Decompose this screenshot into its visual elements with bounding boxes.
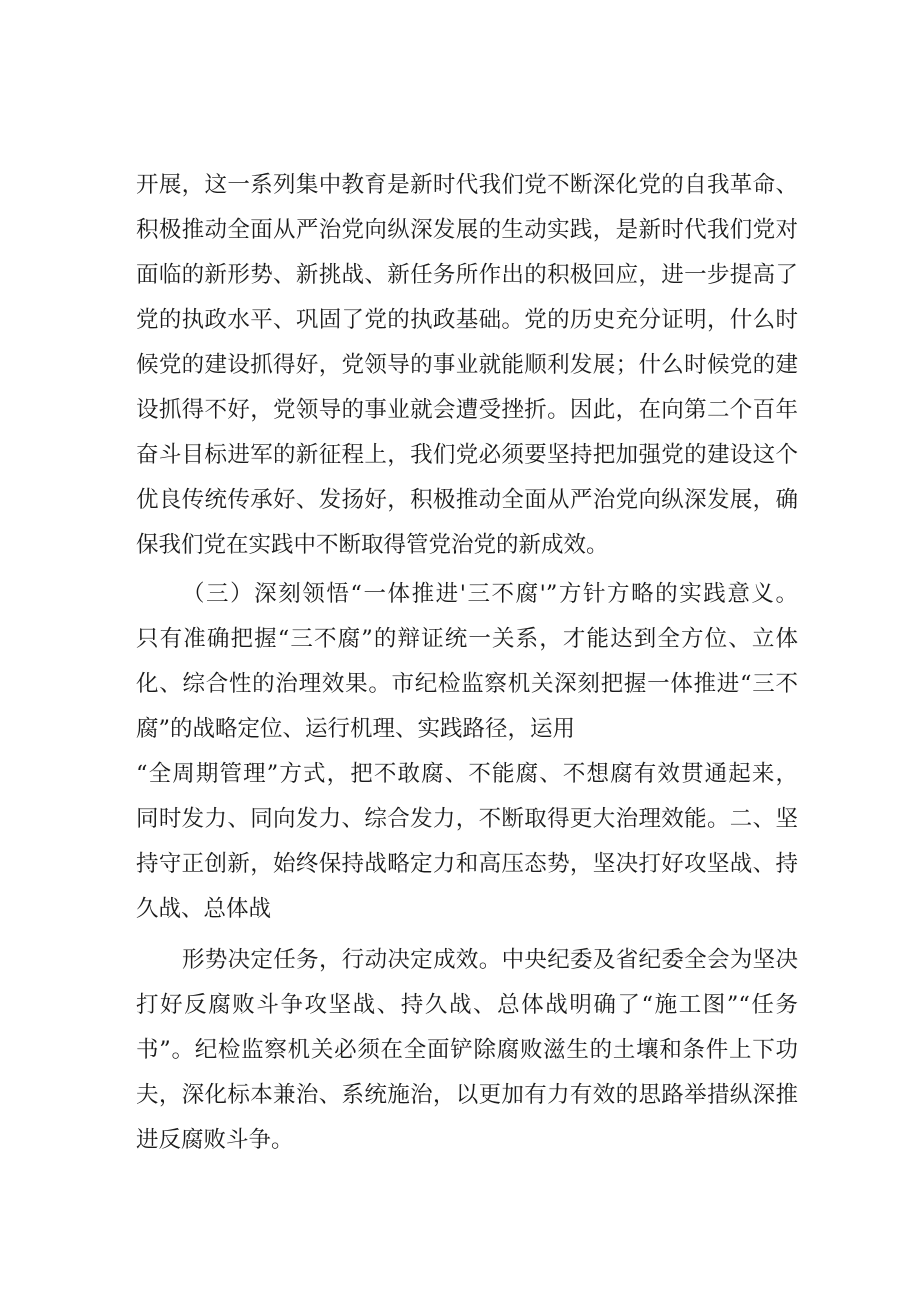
- text-line: 设抓得不好，党领导的事业就会遭受挫折。因此，在向第二个百年: [136, 397, 798, 423]
- text-line: 同时发力、同向发力、综合发力，不断取得更大治理效能。二、坚: [136, 806, 798, 832]
- text-line: 候党的建设抓得好，党领导的事业就能顺利发展；什么时候党的建: [136, 352, 798, 378]
- text-line: 只有准确把握“三不腐”的辩证统一关系，才能达到全方位、立体: [136, 626, 798, 652]
- text-line: 持守正创新，始终保持战略定力和高压态势，坚决打好攻坚战、持: [136, 851, 798, 877]
- text-line: 保我们党在实践中不断取得管党治党的新成效。: [136, 532, 609, 558]
- text-line: 党的执政水平、巩固了党的执政基础。党的历史充分证明，什么时: [136, 307, 798, 333]
- section-heading: （三）深刻领悟“一体推进'三不腐'”方针方略的实践意义。: [182, 581, 798, 607]
- text-line: 形势决定任务，行动决定成效。中央纪委及省纪委全会为坚决: [182, 947, 798, 973]
- text-line: 进反腐败斗争。: [136, 1127, 294, 1153]
- text-line: 开展，这一系列集中教育是新时代我们党不断深化党的自我革命、: [136, 172, 798, 198]
- text-line: “全周期管理”方式，把不敢腐、不能腐、不想腐有效贯通起来，: [136, 761, 798, 787]
- text-line: 优良传统传承好、发扬好，积极推动全面从严治党向纵深发展，确: [136, 487, 798, 513]
- text-line: 化、综合性的治理效果。市纪检监察机关深刻把握一体推进“三不: [136, 671, 798, 697]
- text-line: 夫，深化标本兼治、系统施治，以更加有力有效的思路举措纵深推: [136, 1082, 798, 1108]
- text-line: 面临的新形势、新挑战、新任务所作出的积极回应，进一步提高了: [136, 262, 798, 288]
- text-line: 腐”的战略定位、运行机理、实践路径，运用: [136, 716, 576, 742]
- text-line: 打好反腐败斗争攻坚战、持久战、总体战明确了“施工图”“任务: [136, 992, 798, 1018]
- text-line: 奋斗目标进军的新征程上，我们党必须要坚持把加强党的建设这个: [136, 442, 798, 468]
- text-line: 久战、总体战: [136, 896, 272, 922]
- text-line: 积极推动全面从严治党向纵深发展的生动实践，是新时代我们党对: [136, 217, 798, 243]
- text-line: 书”。纪检监察机关必须在全面铲除腐败滋生的土壤和条件上下功: [136, 1037, 798, 1063]
